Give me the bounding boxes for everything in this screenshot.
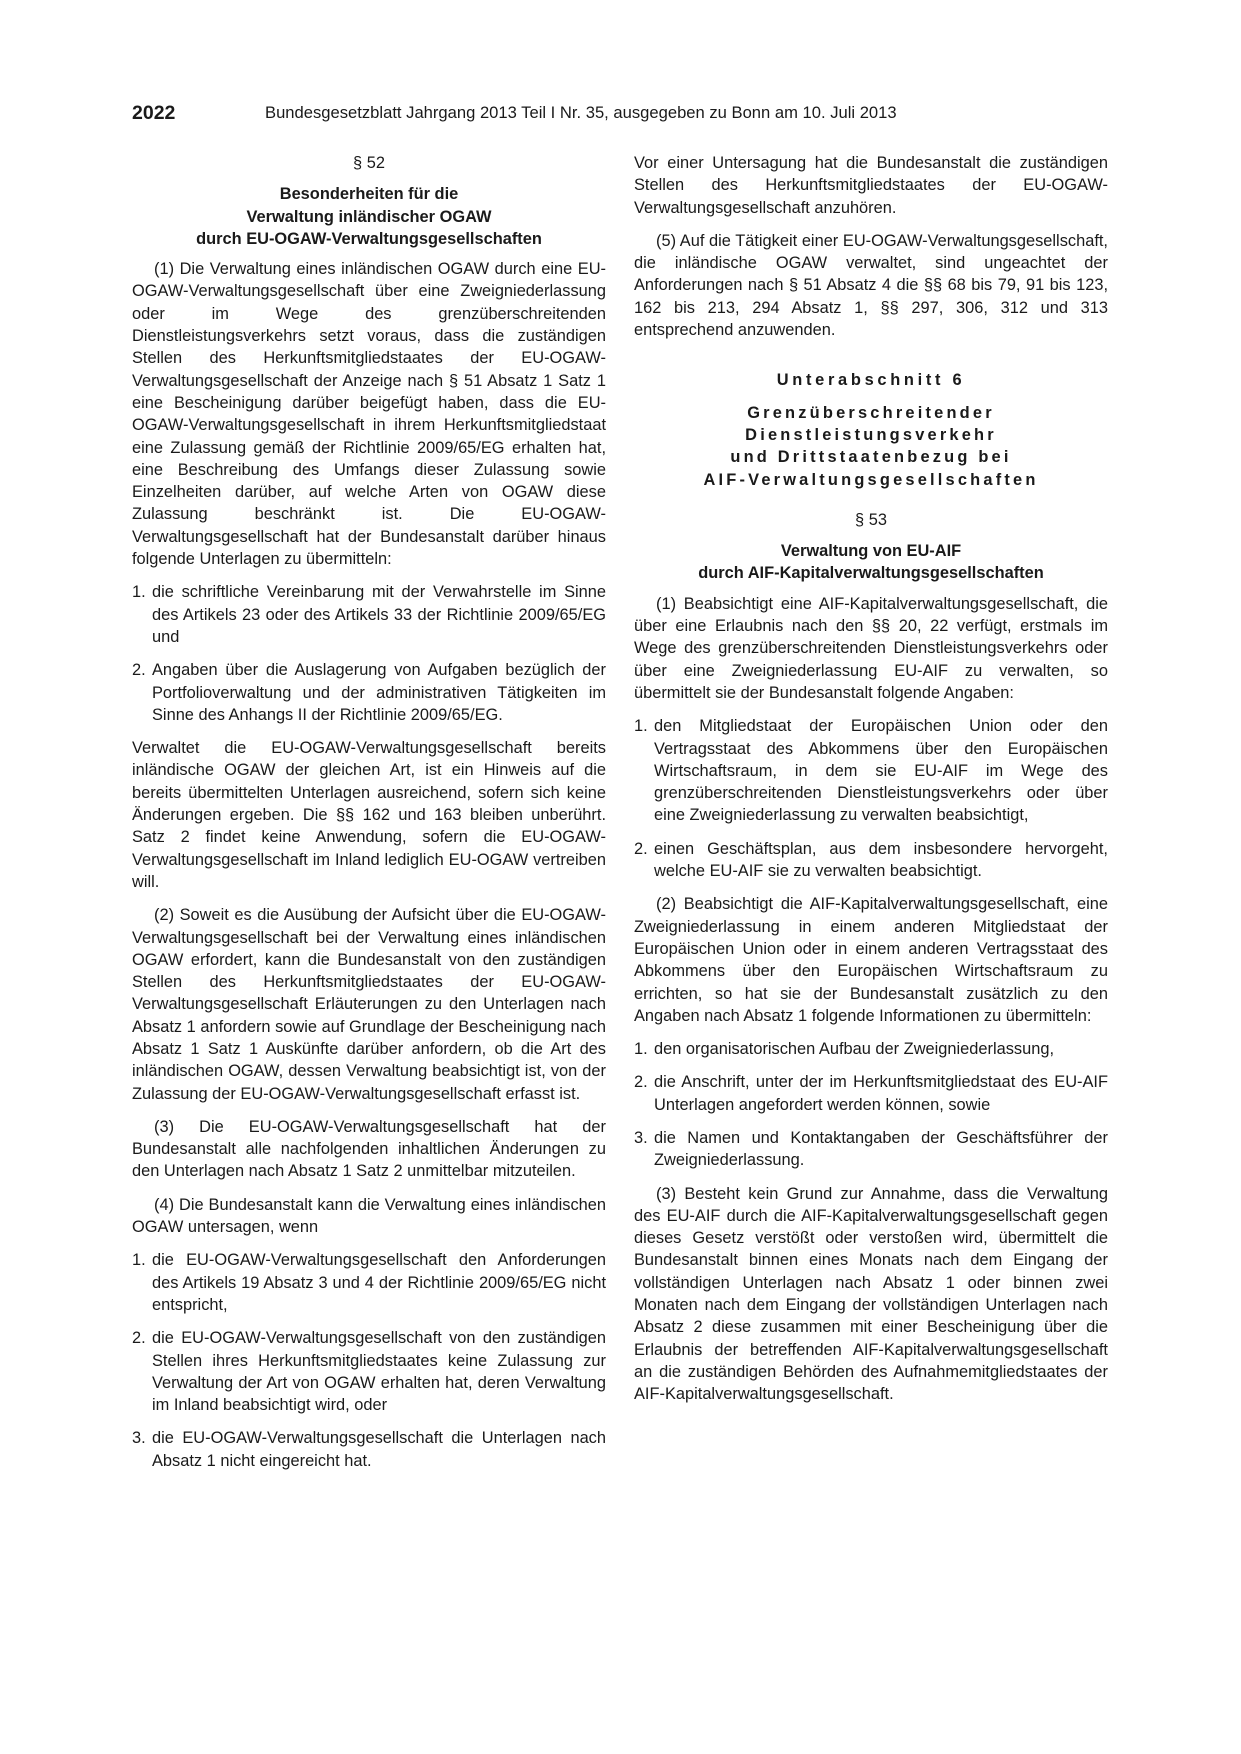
list-number: 2.	[634, 1073, 648, 1092]
paragraph: (3) Besteht kein Grund zur Annahme, dass die Verwaltung des EU-AIF durch die AIF-Kapitalverwaltungsgesellschaft gegen dieses Gesetz verstößt oder verstoßen wird, übermittelt die Bundesanstalt binnen eines Monats nach dem Eingang der vollständigen Unterlagen nach Absatz 1 oder binnen zwei Monaten nach dem Eingang der vollständigen Unterlagen nach Absatz 2 diese zusammen mit einer Bescheinigung über die Erlaubnis der betreffenden AIF-Kapitalverwaltungsgesellschaft an die zuständigen Behörden des Aufnahmemitgliedstaates der AIF-Kapitalverwaltungsgesellschaft.	[634, 1184, 1108, 1404]
list-text: Angaben über die Auslagerung von Aufgaben bezüglich der Portfolioverwaltung und der administrativen Tätigkeiten im Sinne des Anhangs II der Richtlinie 2009/65/EG.	[152, 661, 606, 724]
paragraph: (2) Soweit es die Ausübung der Aufsicht über die EU-OGAW-Verwaltungsgesellschaft bei der Verwaltung eines inländischen OGAW erfordert, kann die Bundesanstalt von den zuständigen Stellen des Herkunftsmitgliedstaates der EU-OGAW-Verwaltungsgesellschaft Erläuterungen zu den Unterlagen nach Absatz 1 anfordern sowie auf Grundlage der Bescheinigung nach Absatz 1 Satz 1 Auskünfte darüber anfordern, ob die Art des inländischen OGAW, dessen Verwaltung beabsichtigt ist, von der Zulassung der EU-OGAW-Verwaltungsgesellschaft erfasst ist.	[132, 906, 606, 1103]
list-text: die EU-OGAW-Verwaltungsgesellschaft von den zuständigen Stellen ihres Herkunftsmitgliedstaates keine Zulassung zur Verwaltung der Art von OGAW erhalten hat, deren Verwaltung im Inland beabsichtigt wird, oder	[152, 1329, 606, 1415]
paragraph: (3) Die EU-OGAW-Verwaltungsgesellschaft hat der Bundesanstalt alle nachfolgenden inhaltlichen Änderungen zu den Unterlagen nach Absatz 1 Satz 2 unmittelbar mitzuteilen.	[132, 1117, 606, 1181]
list-number: 1.	[634, 1040, 648, 1059]
list-number: 3.	[634, 1128, 648, 1147]
left-column	[132, 152, 606, 1483]
right-column	[634, 152, 1108, 1406]
list-item	[132, 1327, 606, 1416]
paragraph: (5) Auf die Tätigkeit einer EU-OGAW-Verwaltungsgesellschaft, die inländische OGAW verwaltet, sind ungeachtet der Anforderungen nach § 51 Absatz 4 die §§ 68 bis 79, 91 bis 123, 162 bis 213, 294 Absatz 1, §§ 297, 306, 312 und 313 entsprechend anzuwenden.	[634, 231, 1108, 340]
paragraph: Vor einer Untersagung hat die Bundesanstalt die zuständigen Stellen des Herkunftsmitgliedstaates der EU-OGAW-Verwaltungsgesellschaft anzuhören.	[634, 154, 1108, 217]
section-title	[634, 540, 1108, 585]
list-text: die EU-OGAW-Verwaltungsgesellschaft die Unterlagen nach Absatz 1 nicht eingereicht hat.	[152, 1429, 606, 1470]
section-title-line: Verwaltung inländischer OGAW	[246, 207, 492, 226]
section-title-line: durch EU-OGAW-Verwaltungsgesellschaften	[196, 229, 542, 248]
page-header	[132, 102, 1112, 124]
paragraph: (1) Die Verwaltung eines inländischen OGAW durch eine EU-OGAW-Verwaltungsgesellschaft über eine Zweigniederlassung oder im Wege des grenzüberschreitenden Dienstleistungsverkehrs setzt voraus, dass die zuständigen Stellen des Herkunftsmitgliedstaates der EU-OGAW-Verwaltungsgesellschaft der Anzeige nach § 51 Absatz 1 Satz 1 eine Bescheinigung darüber beigefügt haben, dass die EU-OGAW-Verwaltungsgesellschaft in ihrem Herkunftsmitgliedstaat eine Zulassung gemäß der Richtlinie 2009/65/EG erhalten hat, eine Beschreibung des Umfangs dieser Zulassung sowie Einzelheiten darüber, auf welche Arten von OGAW diese Zulassung beschränkt ist. Die EU-OGAW-Verwaltungsgesellschaft hat der Bundesanstalt darüber hinaus folgende Unterlagen zu übermitteln:	[132, 260, 606, 569]
section-title	[132, 183, 606, 250]
list-text: die EU-OGAW-Verwaltungsgesellschaft den Anforderungen des Artikels 19 Absatz 3 und 4 der Richtlinie 2009/65/EG nicht entspricht,	[152, 1251, 606, 1314]
list-number: 2.	[132, 1329, 146, 1348]
list-item	[634, 838, 1108, 883]
paragraph: (4) Die Bundesanstalt kann die Verwaltung eines inländischen OGAW untersagen, wenn	[132, 1195, 606, 1237]
paragraph: (1) Beabsichtigt eine AIF-Kapitalverwaltungsgesellschaft, die über eine Erlaubnis nach den §§ 20, 22 verfügt, erstmals im Wege des grenzüberschreitenden Dienstleistungsverkehrs oder über eine Zweigniederlassung EU-AIF zu verwalten, so übermittelt sie der Bundesanstalt folgende Angaben:	[634, 594, 1108, 702]
section-title-line: durch AIF-Kapitalverwaltungsgesellschaften	[698, 564, 1044, 583]
numbered-list	[132, 581, 606, 726]
list-item	[132, 1249, 606, 1316]
numbered-list	[634, 715, 1108, 882]
list-number: 1.	[634, 717, 648, 736]
paragraph: Verwaltet die EU-OGAW-Verwaltungsgesellschaft bereits inländische OGAW der gleichen Art, ist ein Hinweis auf die bereits übermittelten Unterlagen ausreichend, sofern sich keine Änderungen ergeben. Die §§ 162 und 163 bleiben unberührt. Satz 2 findet keine Anwendung, sofern die EU-OGAW-Verwaltungsgesellschaft im Inland lediglich EU-OGAW vertreiben will.	[132, 739, 606, 891]
paragraph: (2) Beabsichtigt die AIF-Kapitalverwaltungsgesellschaft, eine Zweigniederlassung in einem anderen Mitgliedstaat der Europäischen Union oder in einem anderen Vertragsstaat des Abkommens über den Europäischen Wirtschaftsraum zu errichten, so hat sie der Bundesanstalt zusätzlich zu den Angaben nach Absatz 1 folgende Informationen zu übermitteln:	[634, 895, 1108, 1025]
subsection-heading: Unterabschnitt 6	[776, 371, 966, 390]
list-number: 2.	[132, 661, 146, 680]
subsection-title-line: AIF-Verwaltungsgesellschaften	[703, 470, 1039, 489]
list-item	[132, 659, 606, 726]
section-number: § 52	[353, 154, 385, 172]
numbered-list	[634, 1038, 1108, 1171]
page-number: 2022	[132, 102, 176, 124]
list-text: den organisatorischen Aufbau der Zweigniederlassung,	[654, 1040, 1055, 1059]
section-number: § 53	[855, 510, 887, 529]
list-item	[634, 715, 1108, 826]
list-number: 1.	[132, 1251, 146, 1270]
list-number: 3.	[132, 1429, 146, 1448]
subsection-title-line: Dienstleistungsverkehr	[745, 425, 997, 444]
list-item	[634, 1127, 1108, 1172]
list-text: den Mitgliedstaat der Europäischen Union oder den Vertragsstaat des Abkommens über den Europäischen Wirtschaftsraum, in dem sie EU-AIF im Wege des grenzüberschreitenden Dienstleistungsverkehrs oder über eine Zweigniederlassung zu verwalten beabsichtigt,	[654, 717, 1108, 825]
numbered-list	[132, 1249, 606, 1472]
list-number: 2.	[634, 839, 648, 858]
list-text: die Anschrift, unter der im Herkunftsmitgliedstaat des EU-AIF Unterlagen angefordert werden können, sowie	[654, 1073, 1108, 1114]
list-item	[132, 1427, 606, 1472]
list-text: die Namen und Kontaktangaben der Geschäftsführer der Zweigniederlassung.	[654, 1128, 1108, 1170]
list-number: 1.	[132, 583, 146, 602]
subsection-title-line: und Drittstaatenbezug bei	[730, 448, 1012, 467]
list-item	[634, 1071, 1108, 1116]
list-text: die schriftliche Vereinbarung mit der Verwahrstelle im Sinne des Artikels 23 oder des Artikels 33 der Richtlinie 2009/65/EG und	[152, 583, 606, 646]
section-title-line: Verwaltung von EU-AIF	[780, 542, 962, 561]
section-title-line: Besonderheiten für die	[279, 185, 459, 204]
running-title: Bundesgesetzblatt Jahrgang 2013 Teil I Nr. 35, ausgegeben zu Bonn am 10. Juli 2013	[265, 103, 897, 122]
list-text: einen Geschäftsplan, aus dem insbesondere hervorgeht, welche EU-AIF sie zu verwalten beabsichtigt.	[654, 839, 1108, 881]
subsection-title-line: Grenzüberschreitender	[747, 403, 995, 422]
list-item	[132, 581, 606, 648]
subsection-title	[634, 402, 1108, 491]
list-item	[634, 1038, 1108, 1060]
